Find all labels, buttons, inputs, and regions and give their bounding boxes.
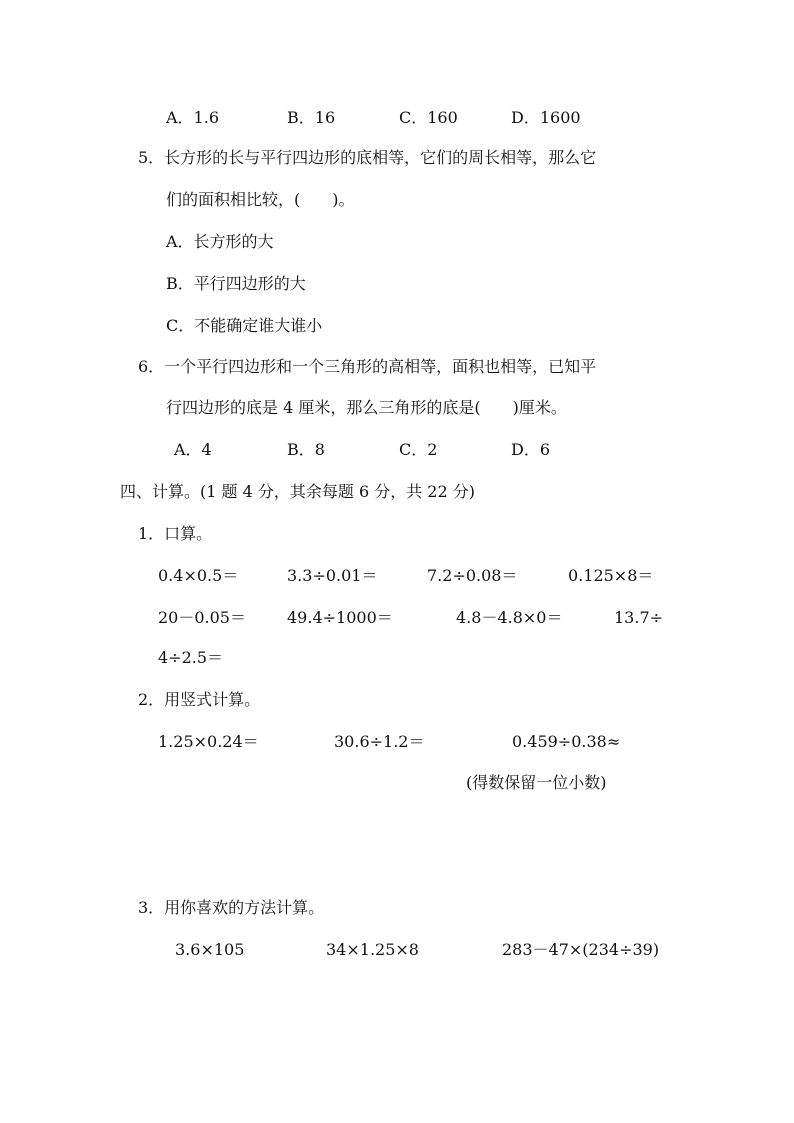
mental-item: 4÷2.5＝ <box>158 648 224 667</box>
q5-option-c: C．不能确定谁大谁小 <box>166 316 323 335</box>
mental-item: 20－0.05＝ <box>158 608 246 627</box>
mental-item: 3.3÷0.01＝ <box>287 566 378 585</box>
q5-option-b: B．平行四边形的大 <box>166 274 306 293</box>
vertical-calc-item: 0.459÷0.38≈ <box>512 732 621 751</box>
part1-title: 1．口算。 <box>138 524 213 543</box>
vertical-calc-item: 1.25×0.24＝ <box>158 732 259 751</box>
q5-text-line2: 们的面积相比较，( )。 <box>166 190 355 209</box>
q4-option-d: D．1600 <box>511 108 581 127</box>
q4-option-a: A．1.6 <box>166 108 220 127</box>
q6-text-line1: 6．一个平行四边形和一个三角形的高相等，面积也相等，已知平 <box>138 357 597 376</box>
q6-text-line2: 行四边形的底是 4 厘米，那么三角形的底是( )厘米。 <box>166 398 567 417</box>
vertical-calc-item: 30.6÷1.2＝ <box>334 732 425 751</box>
q5-text-line1: 5．长方形的长与平行四边形的底相等，它们的周长相等，那么它 <box>138 148 597 167</box>
q6-option-b: B．8 <box>287 440 325 459</box>
q6-option-d: D．6 <box>511 440 551 459</box>
mental-item: 0.4×0.5＝ <box>158 566 239 585</box>
q4-option-b: B．16 <box>287 108 336 127</box>
mental-item: 7.2÷0.08＝ <box>427 566 518 585</box>
mental-item: 0.125×8＝ <box>568 566 654 585</box>
mental-item: 4.8－4.8×0＝ <box>456 608 563 627</box>
q6-option-c: C．2 <box>399 440 438 459</box>
mental-item: 13.7÷ <box>614 608 664 627</box>
q5-option-a: A．长方形的大 <box>166 232 274 251</box>
calc-item: 3.6×105 <box>175 940 245 959</box>
q4-option-c: C．160 <box>399 108 458 127</box>
q6-option-a: A．4 <box>174 440 212 459</box>
part2-title: 2．用竖式计算。 <box>138 690 261 709</box>
section-heading: 四、计算。(1 题 4 分，其余每题 6 分，共 22 分) <box>120 482 475 501</box>
mental-item: 49.4÷1000＝ <box>287 608 393 627</box>
calc-item: 283－47×(234÷39) <box>502 940 660 959</box>
part3-title: 3．用你喜欢的方法计算。 <box>138 898 325 917</box>
calc-item: 34×1.25×8 <box>326 940 419 959</box>
rounding-note: (得数保留一位小数) <box>466 773 607 792</box>
